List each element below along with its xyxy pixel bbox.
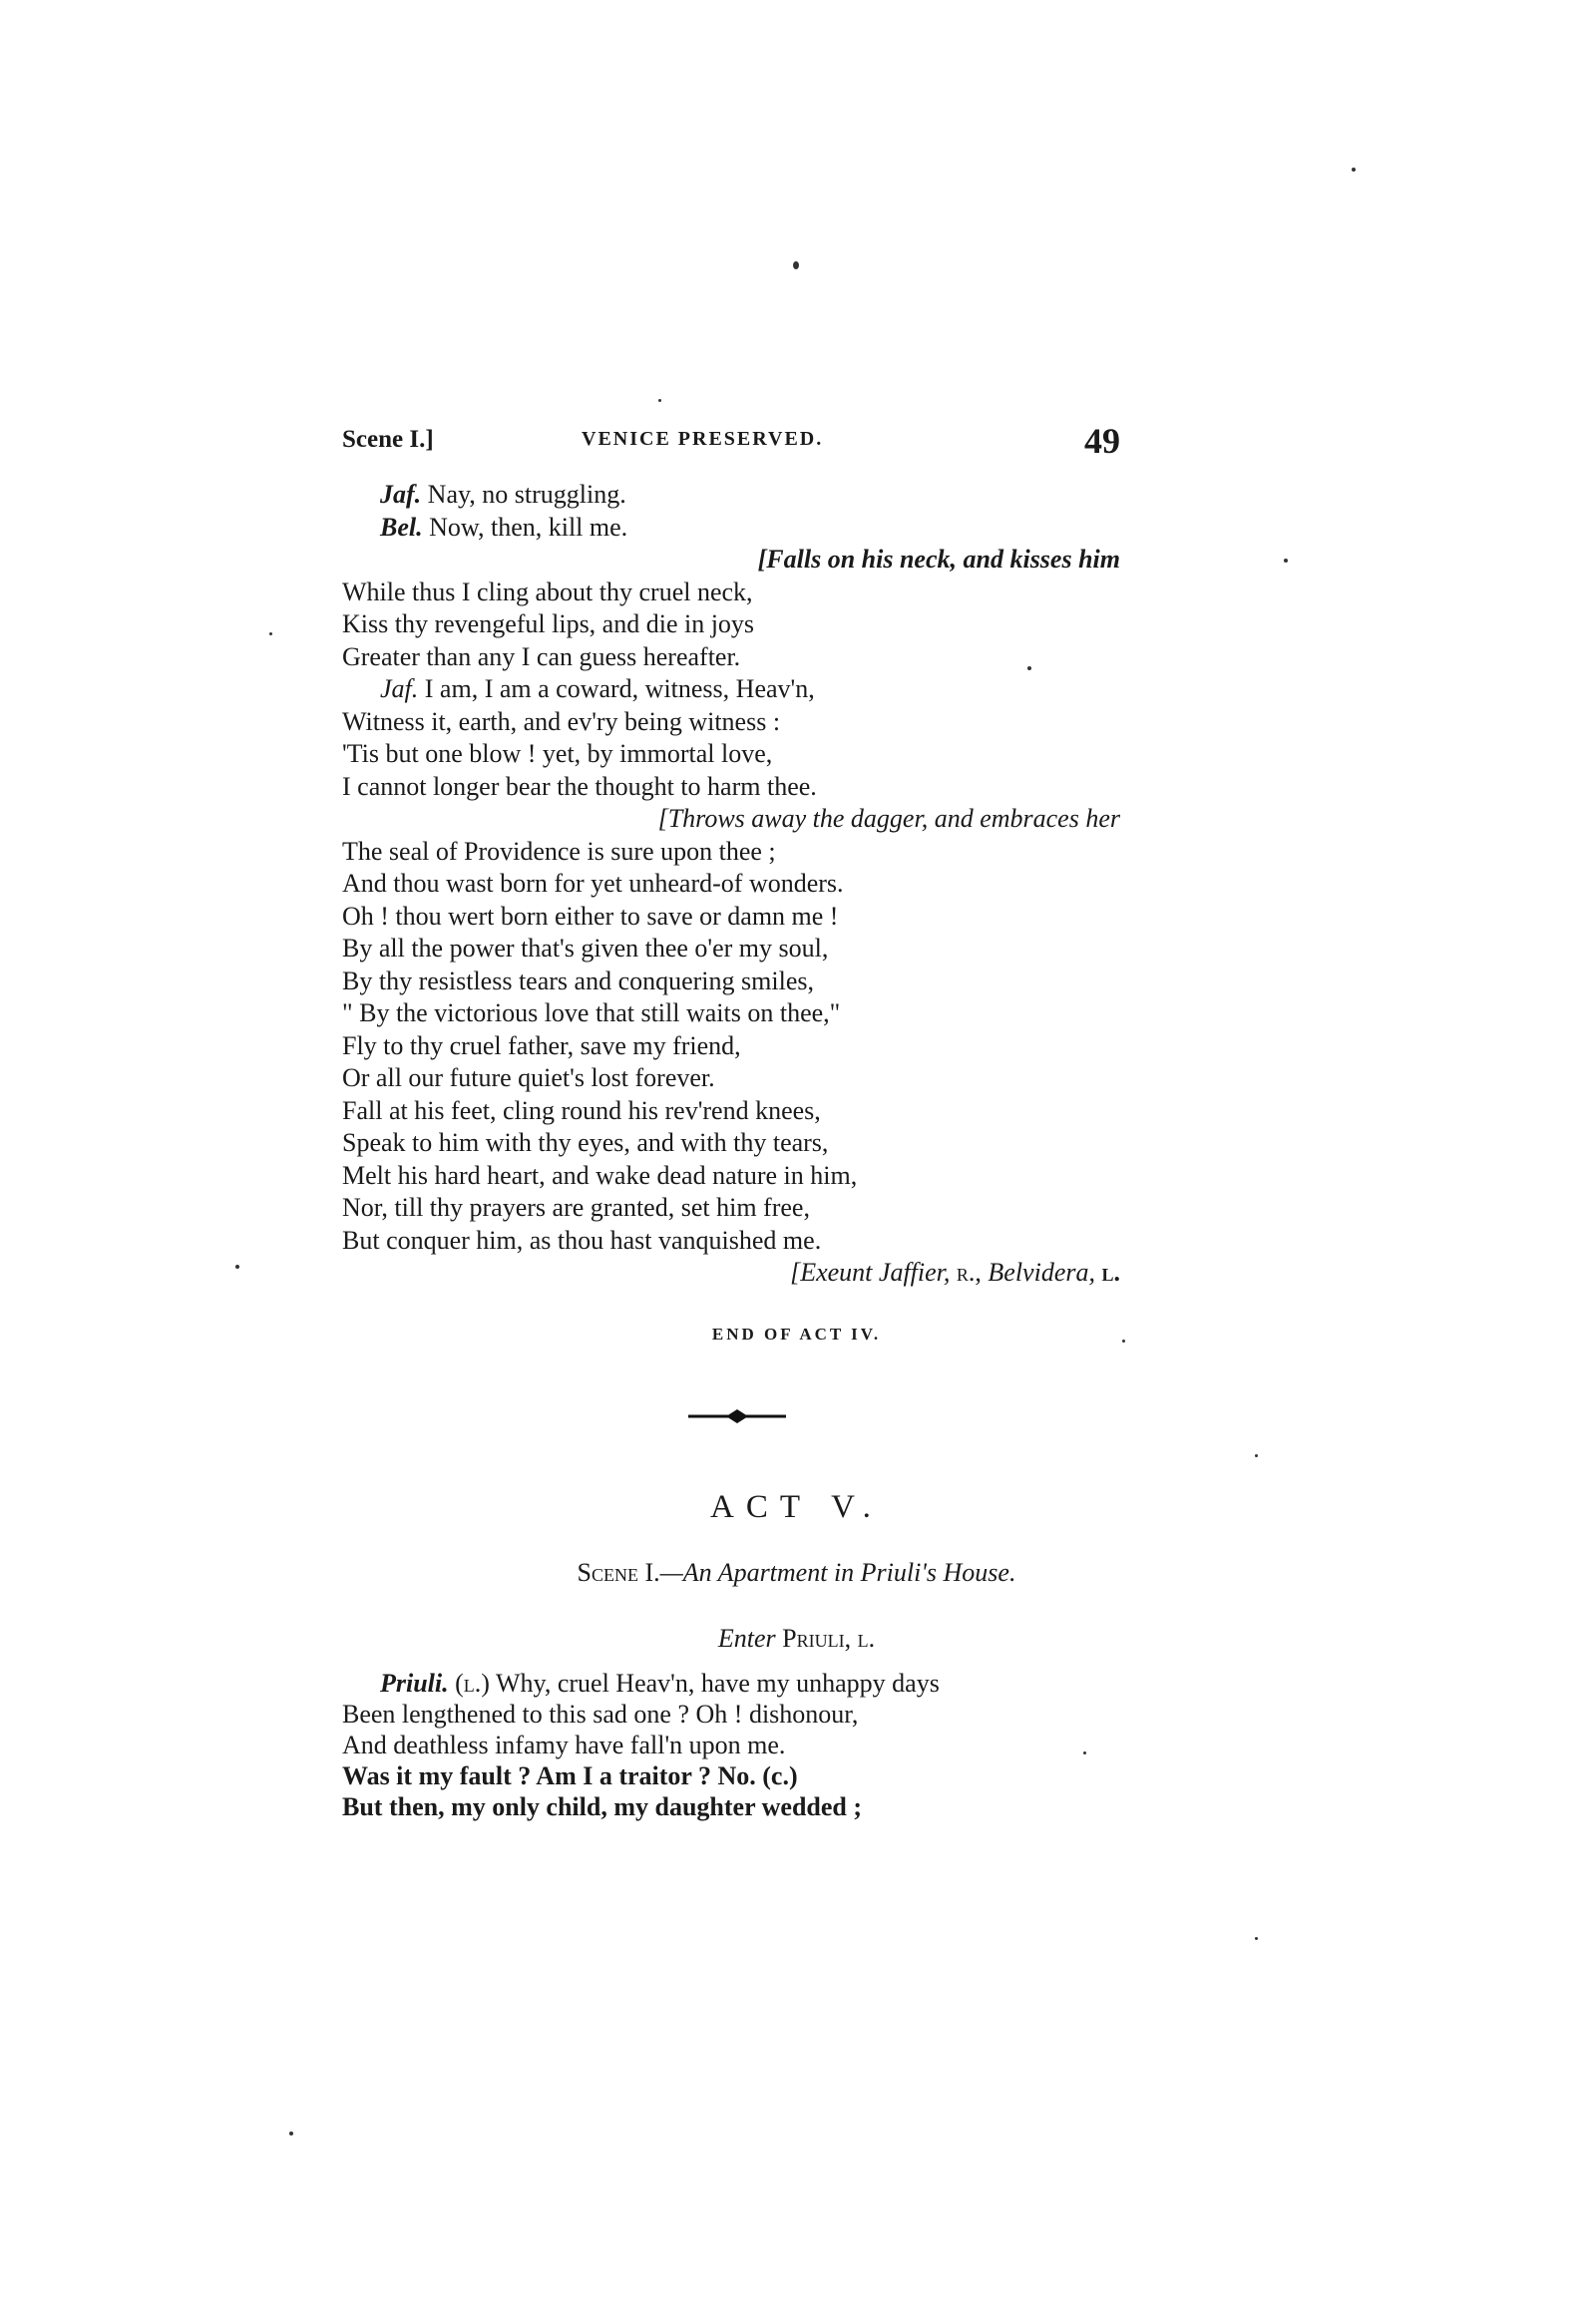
stage-direction: [Throws away the dagger, and embraces her	[657, 804, 1120, 833]
print-speck	[1255, 1937, 1258, 1940]
verse-line: Been lengthened to this sad one ? Oh ! dishonour,	[342, 1700, 859, 1729]
act5-text-block	[342, 1668, 1130, 1822]
print-speck	[658, 399, 661, 402]
character-name: Priuli,	[782, 1624, 852, 1653]
print-speck	[1027, 666, 1031, 670]
scene-label: Scene I.	[577, 1558, 660, 1587]
print-speck	[269, 632, 272, 635]
exit-text: Belvidera,	[988, 1258, 1095, 1287]
header-title: VENICE PRESERVED.	[582, 428, 824, 450]
act4-text-block	[342, 479, 1120, 1290]
verse-line: 'Tis but one blow ! yet, by immortal love,	[342, 739, 773, 768]
act-title: ACT V.	[710, 1489, 883, 1525]
end-of-act-label: END OF ACT IV.	[711, 1325, 882, 1344]
scene-heading	[0, 1558, 1593, 1588]
verse-line: Was it my fault ? Am I a traitor ? No. (c.)	[342, 1761, 798, 1790]
verse-line: But conquer him, as thou hast vanquished me.	[342, 1225, 822, 1255]
exit-position: r.,	[956, 1258, 982, 1287]
verse-line: Or all our future quiet's lost forever.	[342, 1063, 715, 1092]
dialogue-line	[342, 1668, 1130, 1699]
stage-position: l.	[857, 1624, 876, 1653]
exit-position: l.	[1101, 1258, 1120, 1287]
stage-direction: [Falls on his neck, and kisses him	[757, 545, 1120, 574]
entrance-direction	[0, 1624, 1593, 1654]
verse-line: Melt his hard heart, and wake dead nature in him,	[342, 1160, 858, 1190]
verse-line: I cannot longer bear the thought to harm thee.	[342, 771, 817, 801]
verse-line: Speak to him with thy eyes, and with thy tears,	[342, 1128, 829, 1157]
ornament-divider	[688, 1404, 786, 1428]
verse-line: Fall at his feet, cling round his rev'rend knees,	[342, 1095, 821, 1125]
verse-line: Nor, till thy prayers are granted, set him free,	[342, 1193, 810, 1222]
speaker-name: Priuli.	[380, 1669, 449, 1698]
scene-description: —An Apartment in Priuli's House.	[659, 1558, 1016, 1587]
stage-direction-exit	[342, 1257, 1120, 1290]
print-speck	[1122, 1340, 1125, 1343]
line-text: I am, I am a coward, witness, Heav'n,	[424, 674, 815, 703]
verse-line: By thy resistless tears and conquering smiles,	[342, 966, 814, 995]
running-header	[342, 421, 1120, 464]
verse-line: By all the power that's given thee o'er my soul,	[342, 934, 829, 963]
dialogue-line	[342, 673, 1120, 706]
print-speck	[1255, 1454, 1258, 1457]
verse-line: Oh ! thou wert born either to save or damn me !	[342, 901, 839, 931]
verse-line: Kiss thy revengeful lips, and die in joys	[342, 609, 755, 638]
print-speck	[235, 1265, 239, 1269]
exit-text: [Exeunt Jaffier,	[790, 1258, 951, 1287]
dialogue-line	[342, 512, 1120, 545]
verse-line: But then, my only child, my daughter wedded ;	[342, 1792, 863, 1821]
print-speck	[289, 2131, 293, 2135]
verse-line: The seal of Providence is sure upon thee ;	[342, 836, 776, 866]
page-number: 49	[1084, 421, 1120, 461]
enter-word: Enter	[717, 1624, 776, 1653]
print-speck	[793, 261, 799, 269]
print-speck	[1352, 168, 1356, 172]
line-text: Now, then, kill me.	[429, 512, 628, 542]
speaker-name: Jaf.	[380, 480, 422, 509]
verse-line: Fly to thy cruel father, save my friend,	[342, 1030, 741, 1060]
header-scene-ref: Scene I.]	[342, 426, 434, 453]
verse-line: Greater than any I can guess hereafter.	[342, 641, 741, 671]
print-speck	[1083, 1751, 1086, 1754]
verse-line: And deathless infamy have fall'n upon me.	[342, 1731, 786, 1759]
verse-line: Witness it, earth, and ev'ry being witness :	[342, 706, 781, 736]
stage-position: (l.)	[455, 1669, 490, 1698]
verse-line: While thus I cling about thy cruel neck,	[342, 577, 753, 606]
verse-line: And thou wast born for yet unheard-of wonders.	[342, 869, 844, 898]
print-speck	[1284, 559, 1288, 563]
verse-line: " By the victorious love that still waits on thee,"	[342, 998, 841, 1027]
line-text: Nay, no struggling.	[427, 480, 626, 509]
line-text: Why, cruel Heav'n, have my unhappy days	[495, 1669, 940, 1698]
speaker-name: Jaf.	[380, 674, 419, 703]
dialogue-line	[342, 479, 1120, 512]
speaker-name: Bel.	[380, 512, 423, 542]
